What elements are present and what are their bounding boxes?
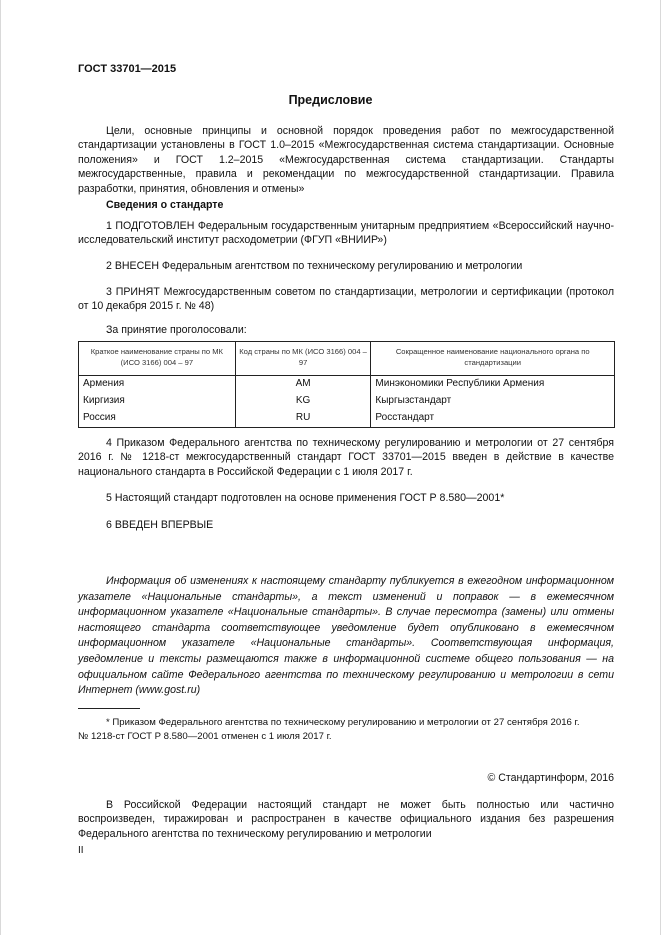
footnote xyxy=(78,716,615,744)
header-body: Сокращенное наименование национального органа по стандартизации xyxy=(371,342,615,376)
cell-country: Армения xyxy=(79,376,236,394)
rights-notice: В Российской Федерации настоящий стандарт не может быть полностью или частично воспроизведен, тиражирован и распространен в качестве официального издания без разрешения Федерального агентства по техническому регулированию и метрологии xyxy=(78,799,614,840)
cell-code: RU xyxy=(235,410,371,428)
header-country: Краткое наименование страны по МК (ИСО 3166) 004 – 97 xyxy=(79,342,236,376)
item-introduced: 2 ВНЕСЕН Федеральным агентством по техническому регулированию и метрологии xyxy=(106,260,523,272)
footnote-line-1: * Приказом Федерального агентства по техническому регулированию и метрологии от 27 сентября 2016 г. xyxy=(106,717,580,728)
table-row xyxy=(79,376,615,394)
vote-table xyxy=(78,341,615,428)
header-code: Код страны по МК (ИСО 3166) 004 – 97 xyxy=(235,342,371,376)
section-heading: Сведения о стандарте xyxy=(106,199,224,211)
footnote-separator xyxy=(78,708,140,709)
cell-code: KG xyxy=(235,393,371,410)
cell-body: Минэкономики Республики Армения xyxy=(371,376,615,394)
item-prepared: 1 ПОДГОТОВЛЕН Федеральным государственным унитарным предприятием «Всероссийский научно-исследовательский институт расходометрии (ФГУП «ВНИИР») xyxy=(78,220,614,247)
cell-country: Киргизия xyxy=(79,393,236,410)
document-code: ГОСТ 33701—2015 xyxy=(78,63,177,75)
item-basis: 5 Настоящий стандарт подготовлен на основе применения ГОСТ Р 8.580—2001* xyxy=(106,492,505,504)
item-adopted: 3 ПРИНЯТ Межгосударственным советом по стандартизации, метрологии и сертификации (протокол от 10 декабря 2015 г. № 48) xyxy=(78,286,614,313)
copyright: © Стандартинформ, 2016 xyxy=(487,772,614,784)
info-notice: Информация об изменениях к настоящему стандарту публикуется в ежегодном информационном указателе «Национальные стандарты», а текст изменений и поправок — в ежемесячном информационном указателе «Национальные стандарты». В случае пересмотра (замены) или отмены настоящего стандарта соответствующее уведомление будет опубликовано в ежемесячном информационном указателе «Национальные стандарты». Соответствующая информация, уведомление и тексты размещаются также в информационной системе общего пользования — на официальном сайте Федерального агентства по техническому регулированию и метрологии в сети Интернет (www.gost.ru) xyxy=(78,575,614,697)
cell-body: Кыргызстандарт xyxy=(371,393,615,410)
vote-table-header xyxy=(79,342,615,376)
voted-label: За принятие проголосовали: xyxy=(106,324,247,336)
intro-paragraph: Цели, основные принципы и основной порядок проведения работ по межгосударственной стандартизации установлены в ГОСТ 1.0–2015 «Межгосударственная система стандартизации. Основные положения» и ГОСТ 1.2–2015 «Межгосударственная система стандартизации. Стандарты межгосударственные, правила и рекомендации по межгосударственной стандартизации. Правила разработки, принятия, обновления и отмены» xyxy=(78,125,614,195)
cell-country: Россия xyxy=(79,410,236,428)
item-enacted: 4 Приказом Федерального агентства по техническому регулированию и метрологии от 27 сентября 2016 г. № 1218-ст межгосударственный стандарт ГОСТ 33701—2015 введен в действие в качестве национального стандарта в Российской Федерации с 1 июля 2017 г. xyxy=(78,437,614,478)
page-number: II xyxy=(78,845,84,856)
page-edge-left xyxy=(0,0,1,935)
footnote-line-2: № 1218-ст ГОСТ Р 8.580—2001 отменен с 1 июля 2017 г. xyxy=(78,731,332,742)
item-first-introduced: 6 ВВЕДЕН ВПЕРВЫЕ xyxy=(106,519,214,531)
page-title: Предисловие xyxy=(288,93,373,107)
table-row xyxy=(79,410,615,428)
cell-body: Росстандарт xyxy=(371,410,615,428)
table-row xyxy=(79,393,615,410)
cell-code: AM xyxy=(235,376,371,394)
